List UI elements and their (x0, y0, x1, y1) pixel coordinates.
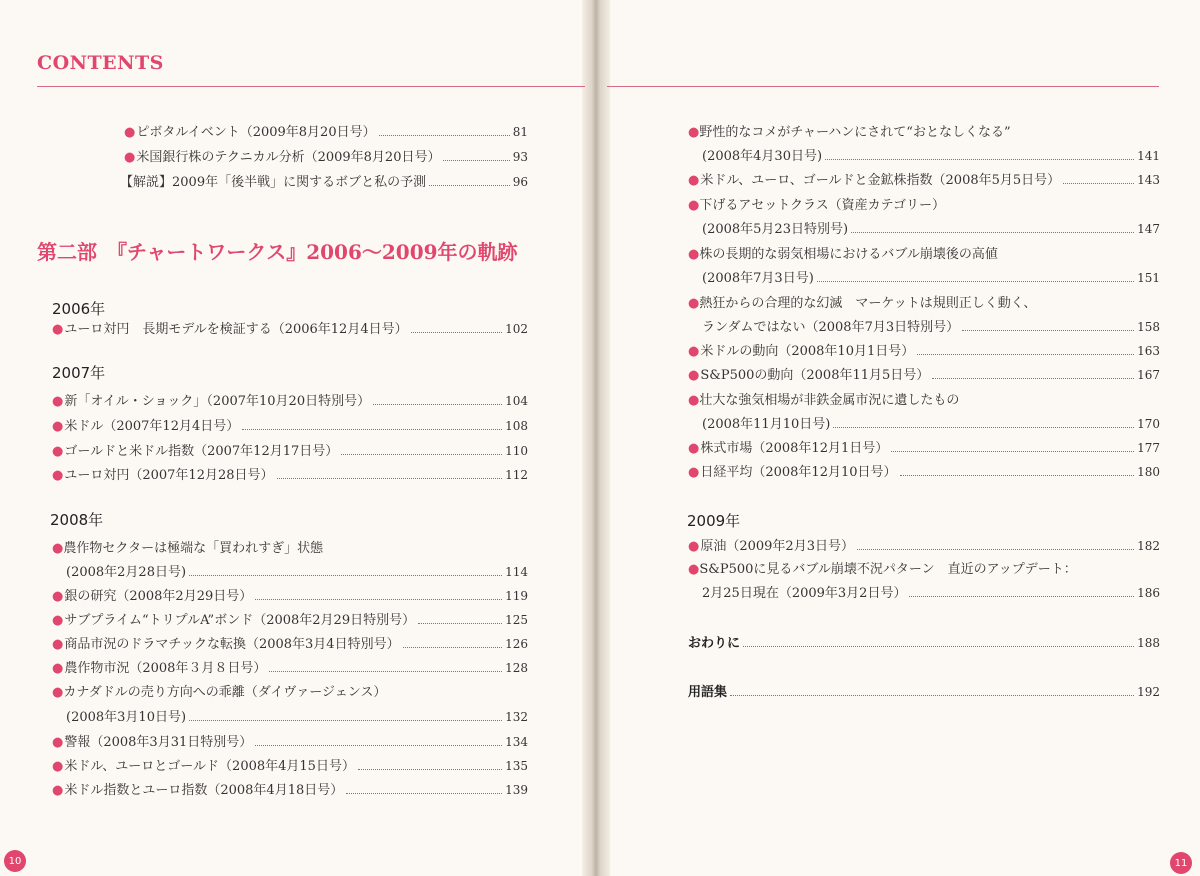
entry-page: 139 (505, 783, 528, 797)
bullet-icon: ● (688, 125, 700, 140)
dot-leader (255, 745, 502, 746)
entry-title: ユーロ対円（2007年12月28日号） (64, 468, 274, 483)
bullet-icon: ● (688, 344, 700, 359)
bullet-icon: ● (124, 125, 136, 140)
entry-page: 186 (1137, 586, 1160, 600)
entry-title: 【解説】2009年「後半戦」に関するボブと私の予測 (120, 175, 427, 190)
dot-leader (255, 599, 502, 600)
entry-title: 株の長期的な弱気相場におけるバブル崩壊後の高値 (699, 247, 998, 262)
dot-leader (379, 135, 510, 136)
toc-entry[interactable] (688, 437, 1160, 456)
entry-title: 銀の研究（2008年2月29日号） (64, 589, 253, 604)
entry-title: 下げるアセットクラス（資産カテゴリー） (699, 198, 946, 213)
dot-leader (429, 185, 510, 186)
toc-entry[interactable] (688, 169, 1160, 188)
bullet-icon: ● (688, 539, 700, 554)
entry-page: 126 (505, 637, 528, 651)
entry-page: 158 (1137, 320, 1160, 334)
entry-title: 米ドルの動向（2008年10月1日号） (700, 344, 915, 359)
bullet-icon: ● (52, 589, 64, 604)
toc-entry[interactable] (124, 146, 528, 165)
dot-leader (277, 478, 503, 479)
bullet-icon: ● (52, 468, 64, 483)
dot-leader (825, 159, 1134, 160)
page-number-left: 10 (4, 850, 26, 872)
toc-entry[interactable] (52, 464, 528, 483)
entry-subtitle: (2008年11月10日号) (702, 417, 831, 432)
entry-title: 米ドル指数とユーロ指数（2008年4月18日号） (64, 783, 344, 798)
entry-page: 102 (505, 322, 528, 336)
bullet-icon: ● (52, 322, 64, 337)
toc-entry[interactable] (702, 413, 1160, 432)
entry-title: 野性的なコメがチャーハンにされて“おとなしくなる” (699, 125, 1011, 140)
year-heading-2009: 2009年 (687, 512, 741, 530)
toc-entry-line1 (688, 121, 1011, 140)
bullet-icon: ● (52, 394, 64, 409)
entry-subtitle: ランダムではない（2008年7月3日特別号） (702, 320, 960, 335)
toc-entry[interactable] (702, 267, 1160, 286)
entry-title: 原油（2009年2月3日号） (700, 539, 854, 554)
toc-entry-line1 (52, 537, 323, 556)
bullet-icon: ● (52, 783, 64, 798)
entry-title: 壮大な強気相場が非鉄金属市況に遺したもの (699, 393, 960, 408)
bullet-icon: ● (52, 759, 64, 774)
dot-leader (346, 793, 502, 794)
toc-entry[interactable] (52, 731, 528, 750)
entry-page: 96 (512, 175, 528, 189)
toc-entry-glossary[interactable] (688, 681, 1160, 700)
dot-leader (730, 695, 1134, 696)
bullet-icon: ● (52, 444, 64, 459)
toc-entry[interactable] (52, 755, 528, 774)
dot-leader (857, 549, 1134, 550)
entry-subtitle: (2008年7月3日号) (702, 271, 814, 286)
entry-title: S&P500に見るバブル崩壊不況パターン 直近のアップデート： (699, 562, 1077, 577)
dot-leader (418, 623, 502, 624)
toc-entry[interactable] (702, 582, 1160, 601)
entry-title: サブプライム“トリプルA”ボンド（2008年2月29日特別号） (64, 613, 416, 628)
entry-page: 128 (505, 661, 528, 675)
entry-page: 134 (505, 735, 528, 749)
year-heading-2006: 2006年 (52, 300, 106, 318)
entry-subtitle: (2008年2月28日号) (66, 565, 187, 580)
entry-title: 農作物市況（2008年３月８日号） (64, 661, 267, 676)
entry-title: S&P500の動向（2008年11月5日号） (700, 368, 930, 383)
toc-entry[interactable] (124, 121, 528, 140)
entry-title: 米ドル（2007年12月4日号） (64, 419, 240, 434)
entry-page: 119 (505, 589, 528, 603)
entry-page: 114 (505, 565, 528, 579)
toc-entry[interactable] (52, 585, 528, 604)
entry-title: 米国銀行株のテクニカル分析（2009年8月20日号） (136, 150, 441, 165)
dot-leader (242, 429, 502, 430)
entry-page: 182 (1137, 539, 1160, 553)
dot-leader (269, 671, 502, 672)
dot-leader (358, 769, 502, 770)
entry-page: 112 (505, 468, 528, 482)
entry-page: 108 (505, 419, 528, 433)
toc-entry[interactable] (688, 364, 1160, 383)
toc-entry-afterword[interactable] (688, 632, 1160, 651)
header-rule-right (607, 86, 1159, 87)
bullet-icon: ● (688, 441, 700, 456)
bullet-icon: ● (688, 562, 700, 577)
toc-entry[interactable] (702, 218, 1160, 237)
toc-entry-line1 (688, 389, 959, 408)
entry-title: 日経平均（2008年12月10日号） (700, 465, 897, 480)
dot-leader (1063, 183, 1134, 184)
entry-page: 192 (1137, 685, 1160, 699)
dot-leader (443, 160, 509, 161)
entry-title: 農作物セクターは極端な「買われすぎ」状態 (63, 541, 324, 556)
entry-subtitle: (2008年5月23日特別号) (702, 222, 849, 237)
toc-entry[interactable] (52, 390, 528, 409)
dot-leader (851, 232, 1134, 233)
year-heading-2008: 2008年 (50, 511, 104, 529)
entry-page: 167 (1137, 368, 1160, 382)
entry-page: 135 (505, 759, 528, 773)
entry-page: 132 (505, 710, 528, 724)
bullet-icon: ● (52, 661, 64, 676)
bullet-icon: ● (688, 198, 700, 213)
entry-subtitle: (2008年3月10日号) (66, 710, 187, 725)
entry-page: 125 (505, 613, 528, 627)
dot-leader (891, 451, 1134, 452)
entry-title: 米ドル、ユーロとゴールド（2008年4月15日号） (64, 759, 355, 774)
toc-entry[interactable] (120, 171, 528, 190)
entry-page: 188 (1137, 636, 1160, 650)
toc-entry[interactable] (52, 440, 528, 459)
entry-title: 熱狂からの合理的な幻滅 マーケットは規則正しく動く、 (699, 296, 1037, 311)
toc-entry[interactable] (52, 415, 528, 434)
page-number-right: 11 (1170, 852, 1192, 874)
toc-entry-line1 (52, 681, 386, 700)
book-gutter (582, 0, 610, 876)
entry-title: おわりに (688, 636, 741, 651)
toc-entry[interactable] (66, 561, 528, 580)
toc-entry-line1 (688, 292, 1036, 311)
toc-entry[interactable] (52, 609, 528, 628)
toc-entry[interactable] (52, 633, 528, 652)
dot-leader (900, 475, 1135, 476)
entry-page: 180 (1137, 465, 1160, 479)
bullet-icon: ● (124, 150, 136, 165)
bullet-icon: ● (52, 685, 64, 700)
toc-entry[interactable] (688, 535, 1160, 554)
bullet-icon: ● (688, 247, 700, 262)
entry-title: ゴールドと米ドル指数（2007年12月17日号） (64, 444, 339, 459)
entry-page: 81 (512, 125, 528, 139)
bullet-icon: ● (52, 613, 64, 628)
entry-page: 170 (1137, 417, 1160, 431)
dot-leader (917, 354, 1134, 355)
toc-entry[interactable] (52, 657, 528, 676)
dot-leader (817, 281, 1134, 282)
entry-subtitle: 2月25日現在（2009年3月2日号） (702, 586, 907, 601)
dot-leader (373, 404, 502, 405)
entry-page: 141 (1137, 149, 1160, 163)
entry-title: 株式市場（2008年12月1日号） (700, 441, 889, 456)
entry-title: 用語集 (688, 685, 728, 700)
toc-entry-line1 (688, 194, 945, 213)
dot-leader (932, 378, 1134, 379)
entry-page: 93 (512, 150, 528, 164)
bullet-icon: ● (688, 173, 700, 188)
dot-leader (341, 454, 502, 455)
entry-page: 110 (505, 444, 528, 458)
entry-title: 警報（2008年3月31日特別号） (64, 735, 253, 750)
bullet-icon: ● (52, 637, 64, 652)
toc-entry[interactable] (52, 318, 528, 337)
toc-entry[interactable] (702, 316, 1160, 335)
part-heading: 第二部 『チャートワークス』2006～2009年の軌跡 (37, 240, 518, 264)
toc-entry[interactable] (66, 706, 528, 725)
toc-entry[interactable] (688, 340, 1160, 359)
dot-leader (909, 596, 1134, 597)
dot-leader (743, 646, 1134, 647)
entry-title: 新「オイル・ショック」（2007年10月20日特別号） (64, 394, 371, 409)
bullet-icon: ● (688, 465, 700, 480)
bullet-icon: ● (688, 393, 700, 408)
dot-leader (962, 330, 1134, 331)
dot-leader (189, 720, 502, 721)
entry-title: カナダドルの売り方向への乖離（ダイヴァージェンス） (63, 685, 387, 700)
dot-leader (411, 332, 503, 333)
toc-entry[interactable] (52, 779, 528, 798)
entry-page: 163 (1137, 344, 1160, 358)
entry-page: 151 (1137, 271, 1160, 285)
entry-page: 143 (1137, 173, 1160, 187)
entry-page: 147 (1137, 222, 1160, 236)
entry-title: ピボタルイベント（2009年8月20日号） (136, 125, 376, 140)
bullet-icon: ● (52, 419, 64, 434)
bullet-icon: ● (52, 735, 64, 750)
entry-title: 商品市況のドラマチックな転換（2008年3月4日特別号） (64, 637, 400, 652)
toc-entry[interactable] (702, 145, 1160, 164)
toc-entry[interactable] (688, 461, 1160, 480)
entry-title: 米ドル、ユーロ、ゴールドと金鉱株指数（2008年5月5日号） (700, 173, 1061, 188)
dot-leader (833, 427, 1134, 428)
contents-title: CONTENTS (37, 52, 164, 74)
entry-page: 177 (1137, 441, 1160, 455)
year-heading-2007: 2007年 (52, 364, 106, 382)
toc-entry-line1 (688, 243, 998, 262)
bullet-icon: ● (52, 541, 64, 556)
entry-subtitle: (2008年4月30日号) (702, 149, 823, 164)
entry-page: 104 (505, 394, 528, 408)
dot-leader (189, 575, 502, 576)
toc-entry-line1 (688, 558, 1077, 577)
bullet-icon: ● (688, 296, 700, 311)
dot-leader (403, 647, 503, 648)
header-rule-left (37, 86, 585, 87)
entry-title: ユーロ対円 長期モデルを検証する（2006年12月4日号） (64, 322, 408, 337)
bullet-icon: ● (688, 368, 700, 383)
